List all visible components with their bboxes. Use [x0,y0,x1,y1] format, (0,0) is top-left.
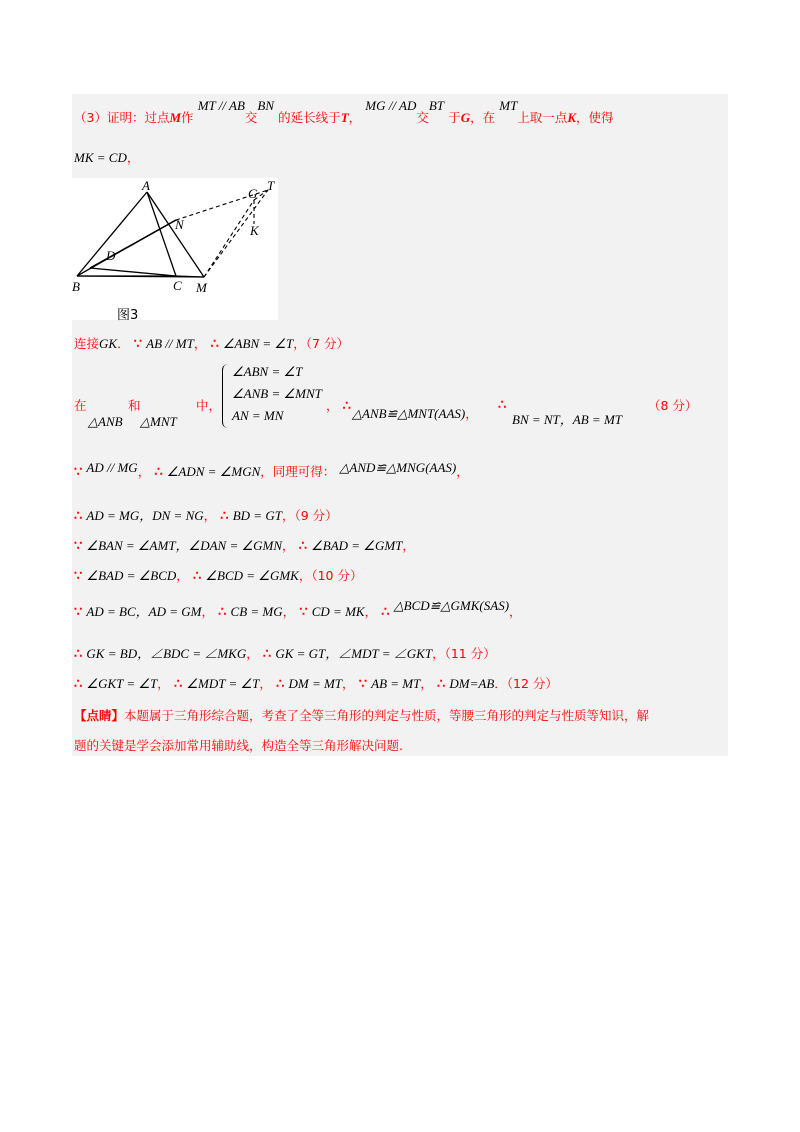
text: ， [176,568,189,583]
note-tag: 【点睛】 [74,708,125,723]
math: AN = MN [232,408,284,423]
math: AB = MT [371,676,421,691]
text: 作 [181,110,194,125]
because-symbol: ∵ [74,605,83,620]
math-angle-adn: ∠ADN = ∠MGN [166,464,261,479]
therefore-symbol: ∴ [173,677,183,692]
text: 交 [244,110,258,125]
math: ∠BAD = ∠BCD [86,568,177,583]
math: CB = MG [230,604,283,619]
because-symbol: ∵ [358,677,367,692]
text: 和 [128,398,141,413]
math: AD = MG，DN = NG [86,508,204,523]
math-bn: BN [257,98,275,113]
text: ， [456,464,469,479]
math-congruence: △ANB≌△MNT(AAS) [352,406,466,421]
text: ， [282,538,295,553]
math: ∠ABN = ∠T [232,364,303,379]
text: ， [509,604,522,619]
text: 在 [74,398,87,413]
because-symbol: ∵ [74,539,83,554]
score-text: ，（11 分） [432,646,496,661]
label-c: C [173,278,182,293]
therefore-2 [498,398,506,414]
math-gk: GK [99,336,118,351]
therefore-symbol: ∴ [74,677,83,692]
figure-3 [72,178,278,320]
math-tri-mnt: △MNT [140,414,177,429]
math: ∠BCD = ∠GMK [205,568,299,583]
math: ∠BAN = ∠AMT，∠DAN = ∠GMN [86,538,283,553]
point-k: K [567,110,576,125]
math-mk-eq-cd: MK = CD [74,150,127,165]
proof-line-11 [74,676,558,693]
note-text: 题的关键是学会添加常用辅助线，构造全等三角形解决问题. [74,738,403,753]
text: 的延长线于 [278,110,341,125]
therefore-symbol: ∴ [437,677,446,692]
therefore-symbol: ∴ [74,509,83,524]
in-text [196,398,221,415]
text: ， [364,604,378,619]
math: ∠ANB = ∠MNT [232,386,322,401]
text: ，在 [470,110,496,125]
proof-line-9 [74,598,522,621]
text: ， [157,676,170,691]
math-congruence: △AND≌△MNG(AAS) [339,460,457,475]
system-brace [222,364,229,428]
because-symbol: ∵ [74,465,83,480]
math: AD = BC，AD = GM [86,604,202,619]
label-t: T [267,178,275,193]
figure-caption: 图3 [117,308,139,323]
therefore-symbol: ∴ [74,647,83,662]
score-text: ，（9 分） [281,508,338,523]
math: ∠MDT = ∠T [186,676,260,691]
math-mt: MT [499,98,518,113]
therefore-symbol: ∴ [298,539,307,554]
math-angle-eq: ∠ABN = ∠T [222,336,294,351]
therefore-symbol: ∴ [220,509,229,524]
text: ， [402,538,415,553]
proof-line-2 [74,150,139,167]
math: ∠BAD = ∠GMT [311,538,403,553]
score-text: ，（10 分） [298,568,363,583]
label-g: G [248,186,258,201]
and-text [128,398,141,415]
congruence-1 [352,406,478,423]
text: ． [117,336,130,351]
proof-line-1 [74,98,614,127]
therefore-symbol: ∴ [262,647,272,662]
math: BD = GT [232,508,282,523]
proof-line-4b [326,398,351,415]
math-tri-anb: △ANB [88,414,123,429]
text: 于 [448,110,461,125]
text: ， [326,398,339,413]
text: ， [126,150,140,165]
label-n: N [175,217,184,232]
score-8 [648,398,697,415]
text: ， [193,336,207,351]
score-text: ，（7 分） [293,336,349,351]
proof-line-5 [74,460,469,481]
therefore-symbol: ∴ [192,569,202,584]
system-eq-3 [232,408,283,424]
text: ， [259,676,272,691]
note-line-2 [74,738,403,755]
proof-line-8 [74,568,362,585]
therefore-symbol: ∴ [276,677,285,692]
math-congruence: △BCD≌△GMK(SAS) [393,598,510,613]
score-text: （8 分） [648,398,698,413]
text: ， [348,110,362,125]
proof-line-7 [74,538,415,555]
point-g: G [460,110,471,125]
text: 上取一点 [517,110,568,125]
geometry-figure [72,178,278,320]
result-bn-nt [512,412,622,429]
math-mg-parallel-ad: MG // AD [365,98,417,113]
text: ， [246,646,259,661]
math: ∠GKT = ∠T [86,676,158,691]
text: ， [342,676,355,691]
text: （3）证明：过点 [74,110,170,125]
math-bt: BT [428,98,445,113]
text: ，使得 [575,110,614,125]
label-b: B [72,279,80,294]
text: ， [282,604,296,619]
therefore-symbol: ∴ [381,605,390,620]
proof-line-10 [74,646,496,663]
label-d: D [106,248,116,263]
proof-line-3 [74,336,349,353]
text: ， [201,604,214,619]
math: DM = MT [288,676,343,691]
note-line-1 [74,708,649,725]
system-eq-2 [232,386,322,402]
score-text: ．（12 分） [494,676,558,691]
label-m: M [196,280,207,295]
because-symbol: ∵ [74,569,83,584]
text: ，同理可得： [260,464,336,479]
proof-line-6 [74,508,338,525]
math-mt-parallel-ab: MT // AB [197,98,245,113]
text: ， [203,508,217,523]
system-eq-1 [232,364,302,380]
because-symbol: ∵ [133,337,143,352]
text: ， [137,464,151,479]
label-a: A [142,178,150,193]
note-text: 本题属于三角形综合题，考查了全等三角形的判定与性质，等腰三角形的判定与性质等知识，解 [124,708,650,723]
text: ， [465,406,478,421]
math: DM=AB [449,676,495,691]
proof-line-4a [74,398,87,415]
tri-mnt [140,414,177,431]
text: ， [420,676,433,691]
text: 中， [196,398,222,413]
text: 连接 [74,336,100,351]
text: 交 [416,110,429,125]
math-ad-parallel-mg: AD // MG [86,460,138,475]
point-t: T [340,110,349,125]
math: GK = GT，∠MDT = ∠GKT [275,646,433,661]
label-k: K [250,223,259,238]
math-result: BN = NT，AB = MT [512,412,622,427]
math: GK = BD，∠BDC = ∠MKG [86,646,247,661]
therefore-symbol: ∴ [218,605,227,620]
therefore-symbol: ∴ [498,398,507,413]
therefore-symbol: ∴ [342,399,351,414]
tri-anb [88,414,123,431]
because-symbol: ∵ [299,605,308,620]
therefore-symbol: ∴ [210,337,219,352]
point-m: M [169,110,182,125]
therefore-symbol: ∴ [154,465,163,480]
math-ab-parallel-mt: AB // MT [146,336,194,351]
math: CD = MK [311,604,365,619]
